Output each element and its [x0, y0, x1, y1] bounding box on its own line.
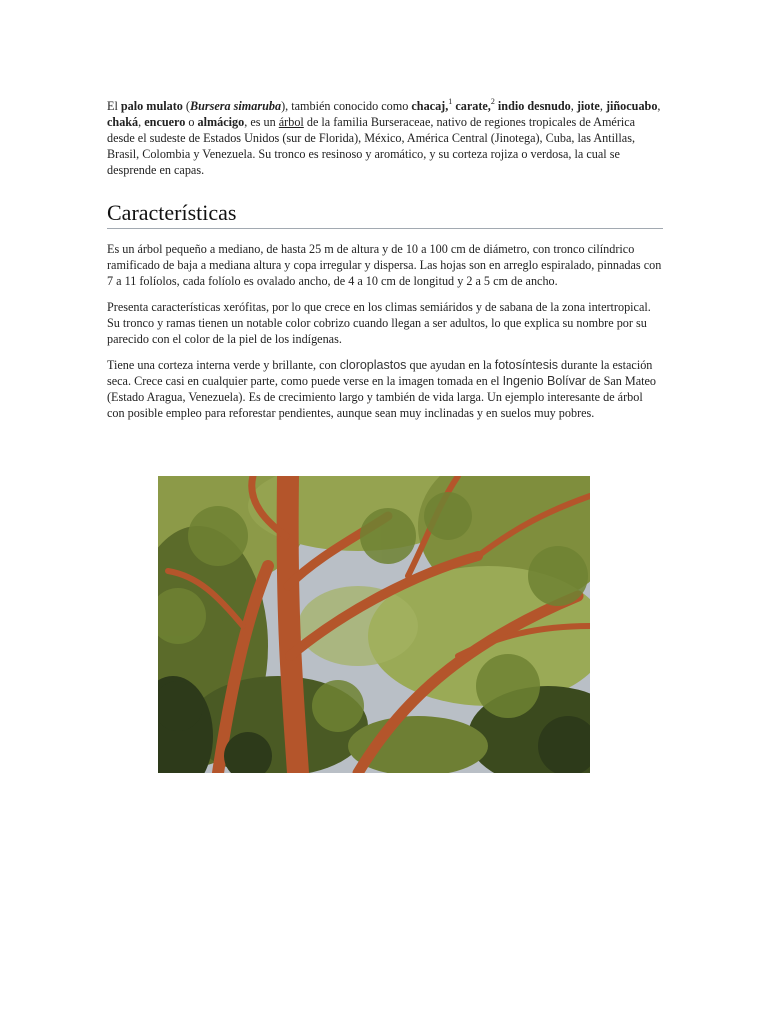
intro-paragraph: [107, 98, 663, 178]
bark-text: de San Mateo (Estado Aragua, Venezuela). Es de crecimiento largo y también de vida larga. Un ejemplo interesante de árbol con posible empleo para reforestar pendientes, aunque sean muy inclinadas y en suelos muy pobres.: [107, 374, 657, 420]
alt-name: carate,: [452, 99, 491, 113]
alt-name: almácigo: [197, 115, 245, 129]
paragraph-description: Es un árbol pequeño a mediano, de hasta 25 m de altura y de 10 a 100 cm de diámetro, con tronco cilíndrico ramificado de baja a mediana altura y copa irregular y dispersa. Las hojas son en arreglo espiralado, pinnadas con 7 a 11 folíolos, cada folíolo es ovalado ancho, de 4 a 10 cm de longitud y 2 a 5 cm de ancho.: [107, 242, 662, 288]
scientific-name: Bursera simaruba: [189, 99, 282, 113]
alt-name: indio desnudo: [494, 99, 571, 113]
alt-name: jiote: [576, 99, 600, 113]
term-fotosintesis: fotosíntesis: [494, 358, 558, 372]
intro-text: ,: [570, 99, 577, 113]
reference-1[interactable]: 1: [448, 96, 453, 106]
tree-canopy-illustration: [158, 476, 590, 773]
alt-name: jiñocuabo: [605, 99, 658, 113]
alt-name: chacaj,: [411, 99, 449, 113]
intro-text: o: [185, 115, 198, 129]
reference-2[interactable]: 2: [490, 96, 495, 106]
link-arbol[interactable]: árbol: [278, 115, 304, 129]
tree-photo: [158, 476, 590, 773]
alt-name: chaká: [107, 115, 139, 129]
alt-name: encuero: [144, 115, 186, 129]
intro-text: (: [182, 99, 190, 113]
intro-text: El: [107, 99, 121, 113]
bark-text: que ayudan en la: [406, 358, 495, 372]
paragraph-xerophyte: Presenta características xerófitas, por lo que crece en los climas semiáridos y de sabana de la zona intertropical. Su tronco y ramas tienen un notable color cobrizo cuando llegan a ser adultos, lo que explica su nombre por su parecido con el color de la piel de los indígenas.: [107, 300, 651, 346]
term-cloroplastos: cloroplastos: [339, 358, 407, 372]
intro-text: , es un: [244, 115, 279, 129]
article-body: [107, 98, 663, 431]
paragraph-bark: [107, 357, 663, 421]
intro-text: de la familia Burseraceae, nativo de regiones tropicales de América desde el sudeste de Estados Unidos (sur de Florida), México, América Central (Jinotega), Cuba, las Antillas, Brasil, Colombia y Venezuela. Su tronco es resinoso y aromático, y su corteza rojiza o verdosa, la cual se desprende en capas.: [107, 115, 636, 177]
intro-text: ,: [138, 115, 145, 129]
term-ingenio-bolivar: Ingenio Bolívar: [502, 374, 586, 388]
intro-text: ,: [599, 99, 606, 113]
section-heading: Características: [107, 200, 663, 229]
bark-text: durante la estación seca. Crece casi en cualquier parte, como puede verse en la imagen tomada en el: [107, 358, 653, 388]
intro-text: ,: [657, 99, 661, 113]
common-name: palo mulato: [120, 99, 183, 113]
bark-text: Tiene una corteza interna verde y brillante, con: [107, 358, 340, 372]
intro-text: ), también conocido como: [281, 99, 412, 113]
